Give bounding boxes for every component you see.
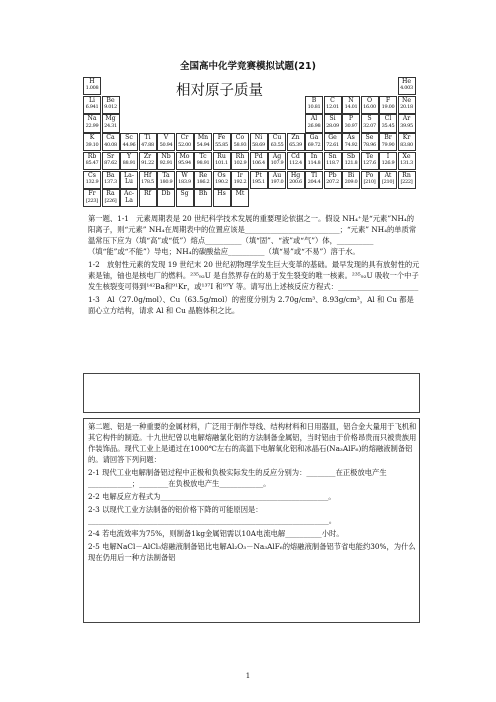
element-mass: 137.3	[104, 178, 117, 185]
element-cell-ge	[324, 133, 342, 151]
element-mass: 121.8	[344, 160, 358, 167]
element-cell-n	[342, 96, 360, 114]
element-cell-sg	[176, 189, 194, 207]
element-cell-in	[305, 152, 323, 170]
element-mass: 192.2	[233, 178, 247, 185]
element-mass: 47.88	[141, 141, 154, 148]
element-symbol: Mt	[235, 190, 245, 198]
element-mass: 10.81	[307, 104, 321, 111]
element-cell-ac-la	[120, 189, 138, 207]
element-symbol: Ne	[401, 96, 412, 104]
element-symbol: Be	[106, 96, 115, 104]
element-mass: 19.00	[381, 104, 395, 111]
element-cell-zn	[287, 133, 305, 151]
element-symbol: Ar	[402, 115, 411, 123]
element-cell-hs	[213, 189, 231, 207]
element-cell-ba	[102, 171, 120, 189]
element-symbol: Tl	[310, 171, 318, 179]
element-cell-hg	[287, 171, 305, 189]
element-symbol: C	[330, 96, 335, 104]
element-cell-cl	[379, 114, 397, 132]
element-symbol: Ba	[106, 171, 115, 179]
element-symbol: Cd	[291, 152, 300, 160]
element-symbol: Rf	[144, 190, 151, 198]
element-cell-fe	[213, 133, 231, 151]
element-symbol: Rh	[235, 152, 245, 160]
element-mass: 95.94	[178, 160, 191, 167]
element-cell-ru	[213, 152, 231, 170]
element-cell-tl	[305, 171, 323, 189]
element-symbol: Hg	[290, 171, 301, 179]
element-mass: 85.47	[85, 160, 99, 167]
q1-paragraph-3: 1-3 Al（27.0g/mol）、Cu（63.5g/mol）的密度分别为 2.70g/cm³、8.93g/cm³，Al 和 Cu 都是面心立方结构，请求 Al 和 Cu 晶胞体积之比。	[88, 295, 414, 315]
element-mass: 207.2	[326, 178, 339, 185]
element-cell-v	[157, 133, 175, 151]
element-mass: 40.08	[104, 141, 117, 148]
element-cell-ca	[102, 133, 120, 151]
element-symbol: Tc	[199, 152, 207, 160]
element-symbol: Te	[365, 152, 374, 160]
question-2-text	[88, 421, 420, 563]
element-cell-sr	[102, 152, 120, 170]
element-cell-y	[120, 152, 138, 170]
element-cell-h	[83, 77, 101, 95]
element-mass: 58.69	[252, 141, 265, 148]
element-mass: 127.6	[363, 160, 376, 167]
element-symbol: Ta	[162, 171, 170, 179]
element-mass: 106.4	[252, 160, 265, 167]
element-cell-fr	[83, 189, 101, 207]
element-symbol: Sc	[125, 134, 133, 142]
element-mass: 83.80	[400, 141, 413, 148]
element-mass: [210]	[363, 178, 376, 185]
element-cell-ni	[250, 133, 268, 151]
element-symbol: Ca	[106, 134, 115, 142]
element-cell-be	[102, 96, 120, 114]
element-mass: 190.2	[215, 178, 228, 185]
element-mass: 118.7	[326, 160, 339, 167]
element-cell-ta	[157, 171, 175, 189]
element-symbol: Ac-La	[123, 190, 135, 204]
element-symbol: Y	[126, 152, 132, 160]
element-cell-he	[398, 77, 416, 95]
element-symbol: Kr	[402, 134, 411, 142]
element-mass: 63.55	[270, 141, 284, 148]
element-mass: 101.1	[215, 160, 228, 167]
element-cell-os	[213, 171, 231, 189]
element-cell-sn	[324, 152, 342, 170]
element-mass: 50.94	[159, 141, 173, 148]
element-symbol: Rn	[402, 171, 411, 179]
element-symbol: Ra	[106, 190, 115, 198]
element-mass: 28.09	[326, 122, 339, 129]
element-mass: 114.8	[307, 160, 321, 167]
element-mass: 58.93	[233, 141, 247, 148]
element-symbol: K	[89, 134, 95, 142]
element-cell-mn	[194, 133, 212, 151]
element-mass: 39.10	[85, 141, 99, 148]
element-symbol: Ir	[237, 171, 243, 179]
element-cell-rb	[83, 152, 101, 170]
element-mass: [223]	[86, 197, 98, 204]
element-mass: 9.012	[104, 104, 117, 111]
element-mass: 131.3	[400, 160, 413, 167]
element-symbol: F	[385, 96, 391, 104]
element-cell-na	[83, 114, 101, 132]
element-symbol: At	[384, 171, 392, 179]
element-symbol: Fe	[217, 134, 226, 142]
element-symbol: Fr	[88, 190, 96, 198]
element-cell-at	[379, 171, 397, 189]
answer-box	[83, 373, 420, 413]
element-symbol: Al	[310, 115, 318, 123]
element-symbol: Bh	[198, 190, 208, 198]
element-symbol: Bi	[347, 171, 355, 179]
q2-paragraph-7: 2-5 电解NaCl－AlCl₃熔融液制备铝比电解Al₂O₃－Na₃AlF₆的熔融液制备铝节省电能约30%，为什么现在仍用后一种方法制备铝	[88, 542, 416, 562]
element-symbol: Co	[235, 134, 245, 142]
periodic-table-title: 相对原子质量	[176, 83, 263, 99]
element-mass: 126.9	[381, 160, 395, 167]
element-cell-li	[83, 96, 101, 114]
element-mass: 107.9	[270, 160, 284, 167]
element-mass: 6.941	[85, 104, 99, 111]
element-cell-s	[361, 114, 379, 132]
element-mass: 74.92	[344, 141, 358, 148]
element-symbol: Mn	[197, 134, 209, 142]
element-mass: 22.99	[85, 122, 99, 129]
element-symbol: La-Lu	[124, 171, 134, 185]
element-cell-b	[305, 96, 323, 114]
element-cell-w	[176, 171, 194, 189]
element-symbol: W	[181, 171, 188, 179]
element-symbol: As	[347, 134, 355, 142]
element-cell-xe	[398, 152, 416, 170]
element-cell-al	[305, 114, 323, 132]
element-mass: 72.61	[326, 141, 339, 148]
element-cell-rh	[231, 152, 249, 170]
element-symbol: Ge	[328, 134, 337, 142]
element-cell-o	[361, 96, 379, 114]
element-symbol: Db	[161, 190, 171, 198]
element-cell-la-lu	[120, 171, 138, 189]
element-mass: 32.07	[363, 122, 376, 129]
q2-paragraph-4: 2-3 以现代工业方法制备的铝价格下降的可能原因是：	[88, 505, 263, 514]
element-cell-rn	[398, 171, 416, 189]
element-mass: 35.45	[381, 122, 395, 129]
element-symbol: Sn	[328, 152, 337, 160]
q2-paragraph-3: 2-2 电解反应方程式为______________________________________________。	[88, 492, 336, 501]
element-mass: 1.008	[85, 85, 99, 92]
element-cell-k	[83, 133, 101, 151]
element-mass: 78.96	[363, 141, 376, 148]
element-mass: 69.72	[307, 141, 321, 148]
element-symbol: Au	[272, 171, 282, 179]
element-cell-ti	[139, 133, 157, 151]
q2-paragraph-2: 2-1 现代工业电解制备铝过程中正极和负极实际发生的反应分别为：________在正极放电产生____________；________在负极放电产生____________。	[88, 468, 387, 488]
element-mass: [210]	[382, 178, 394, 185]
element-symbol: Cr	[180, 134, 189, 142]
element-symbol: Mo	[179, 152, 190, 160]
element-mass: 20.18	[400, 104, 413, 111]
element-symbol: Ti	[144, 134, 151, 142]
element-symbol: H	[89, 78, 95, 85]
element-symbol: Os	[217, 171, 226, 179]
element-mass: 14.01	[344, 104, 358, 111]
element-symbol: Se	[365, 134, 374, 142]
element-symbol: Si	[329, 115, 336, 123]
element-mass: 12.01	[326, 104, 339, 111]
element-cell-te	[361, 152, 379, 170]
element-cell-cd	[287, 152, 305, 170]
element-symbol: Xe	[402, 152, 411, 160]
element-symbol: V	[163, 134, 169, 142]
element-cell-pd	[250, 152, 268, 170]
element-cell-zr	[139, 152, 157, 170]
element-symbol: Po	[365, 171, 374, 179]
element-mass: 55.85	[215, 141, 228, 148]
element-mass: 132.9	[85, 178, 99, 185]
element-symbol: P	[348, 115, 354, 123]
element-symbol: Pb	[328, 171, 337, 179]
element-symbol: Ga	[309, 134, 319, 142]
element-symbol: Pt	[255, 171, 262, 179]
element-cell-bh	[194, 189, 212, 207]
element-mass: 180.9	[159, 178, 173, 185]
element-mass: 92.91	[159, 160, 173, 167]
element-cell-as	[342, 133, 360, 151]
element-mass: 178.5	[141, 178, 154, 185]
element-symbol: Ru	[217, 152, 226, 160]
element-mass: 16.00	[363, 104, 376, 111]
element-symbol: I	[386, 152, 390, 160]
element-mass: 54.94	[196, 141, 210, 148]
page-number: 1	[245, 672, 251, 680]
element-cell-nb	[157, 152, 175, 170]
element-symbol: Mg	[105, 115, 116, 123]
element-mass: 91.22	[141, 160, 154, 167]
element-mass: 24.31	[104, 122, 117, 129]
element-symbol: Br	[384, 134, 392, 142]
element-cell-f	[379, 96, 397, 114]
element-cell-p	[342, 114, 360, 132]
element-mass: [226]	[104, 197, 117, 204]
element-symbol: Nb	[161, 152, 171, 160]
element-mass: 52.00	[178, 141, 191, 148]
element-cell-si	[324, 114, 342, 132]
element-mass: [222]	[400, 178, 413, 185]
element-mass: 39.95	[400, 122, 413, 129]
element-mass: 112.4	[289, 160, 302, 167]
element-symbol: O	[366, 96, 373, 104]
question-1-text	[88, 213, 420, 316]
element-mass: 4.003	[400, 85, 413, 92]
element-cell-sc	[120, 133, 138, 151]
element-cell-au	[268, 171, 286, 189]
element-cell-hf	[139, 171, 157, 189]
element-cell-se	[361, 133, 379, 151]
element-mass: 197.0	[270, 178, 284, 185]
element-symbol: B	[311, 96, 317, 104]
element-mass: 30.97	[344, 122, 358, 129]
element-mass: 200.6	[289, 178, 302, 185]
element-symbol: Sg	[180, 190, 189, 198]
q2-paragraph-5: __________________________________________________________________。	[88, 516, 337, 525]
element-symbol: Zn	[291, 134, 300, 142]
element-cell-db	[157, 189, 175, 207]
element-symbol: Ni	[254, 134, 263, 142]
element-mass: 98.91	[196, 160, 210, 167]
element-cell-cs	[83, 171, 101, 189]
element-symbol: Rb	[87, 152, 97, 160]
element-cell-ga	[305, 133, 323, 151]
element-symbol: Hs	[217, 190, 226, 198]
element-symbol: Cl	[384, 115, 392, 123]
element-cell-pt	[250, 171, 268, 189]
element-symbol: Li	[88, 96, 96, 104]
element-cell-kr	[398, 133, 416, 151]
element-symbol: Re	[198, 171, 208, 179]
element-cell-ir	[231, 171, 249, 189]
element-mass: 87.62	[104, 160, 117, 167]
element-cell-tc	[194, 152, 212, 170]
element-symbol: Hf	[143, 171, 152, 179]
element-cell-bi	[342, 171, 360, 189]
element-mass: 26.98	[307, 122, 321, 129]
element-cell-ra	[102, 189, 120, 207]
q2-paragraph-6: 2-4 若电流效率为75%，则制备1kg金属铝需以10A电流电解__________小时。	[88, 529, 344, 538]
element-cell-mo	[176, 152, 194, 170]
element-symbol: Sr	[106, 152, 115, 160]
element-symbol: Cs	[88, 171, 96, 179]
element-mass: 204.4	[307, 178, 321, 185]
element-mass: 186.2	[196, 178, 210, 185]
page-title: 全国高中化学竞赛模拟试题(21)	[180, 61, 316, 72]
element-cell-ag	[268, 152, 286, 170]
element-cell-ne	[398, 96, 416, 114]
element-symbol: Na	[87, 115, 97, 123]
element-mass: 65.39	[289, 141, 302, 148]
element-symbol: Zr	[143, 152, 152, 160]
element-cell-cr	[176, 133, 194, 151]
element-mass: 183.9	[178, 178, 191, 185]
element-symbol: S	[367, 115, 372, 123]
element-mass: 88.91	[122, 160, 136, 167]
element-symbol: Cu	[272, 134, 282, 142]
element-cell-i	[379, 152, 397, 170]
element-symbol: Ag	[272, 152, 282, 160]
element-mass: 209.0	[344, 178, 358, 185]
element-cell-rf	[139, 189, 157, 207]
q1-paragraph-2: 1-2 放射性元素的发现 19 世纪末 20 世纪初物理学发生巨大变革的基础。最早发现的具有放射性的元素是铀，铀也是核电厂的燃料。²³⁵₉₂U 是自然界存在的易于发生裂变的唯一核素。²³⁵₉₂U 吸收一个中子发生核裂变可得到¹⁴²Ba和⁹¹Kr，或¹³⁷I 和⁹⁷Y 等。请写出上述核反应方程式：______________________	[88, 260, 420, 291]
element-cell-co	[231, 133, 249, 151]
element-cell-mg	[102, 114, 120, 132]
element-cell-re	[194, 171, 212, 189]
element-symbol: In	[310, 152, 318, 160]
element-mass: 102.9	[233, 160, 247, 167]
element-symbol: He	[401, 78, 412, 85]
element-cell-c	[324, 96, 342, 114]
element-cell-cu	[268, 133, 286, 151]
element-symbol: N	[348, 96, 354, 104]
element-cell-pb	[324, 171, 342, 189]
element-mass: 79.90	[381, 141, 395, 148]
element-cell-mt	[231, 189, 249, 207]
q2-paragraph-1: 第二题、铝是一种重要的金属材料，广泛用于制作导线、结构材料和日用器皿，铝合金大量用于飞机和其它构件的制造。十九世纪曾以电解熔融氯化铝的方法制备金属铝，当时铝由于价格昂贵而只被贵族用作装饰品。现代工业上是通过在1000℃左右的高温下电解氧化铝和冰晶石(Na₃AlF₆)的熔融液制备铝的。请回答下列问题：	[88, 422, 417, 464]
element-mass: 44.96	[122, 141, 136, 148]
element-cell-br	[379, 133, 397, 151]
q1-paragraph-1: 第一题、1-1 元素周期表是 20 世纪科学技术发展的重要理论依据之一。假设 NH₄⁺是“元素”NH₄的阳离子，则“元素” NH₄在周期表中的位置应该是__________________________；“元素” NH₄的单质常温常压下应为（填“高”或“低”）熔点__________（填“固”、“液”或“气”）体，__________（填“能”或“不能”）导电；NH₄的碳酸盐应__________（填“易”或“不易”）溶于水。	[88, 214, 417, 256]
element-mass: 195.1	[252, 178, 265, 185]
element-symbol: Pd	[254, 152, 263, 160]
element-cell-po	[361, 171, 379, 189]
element-cell-sb	[342, 152, 360, 170]
element-cell-ar	[398, 114, 416, 132]
element-symbol: Sb	[346, 152, 356, 160]
